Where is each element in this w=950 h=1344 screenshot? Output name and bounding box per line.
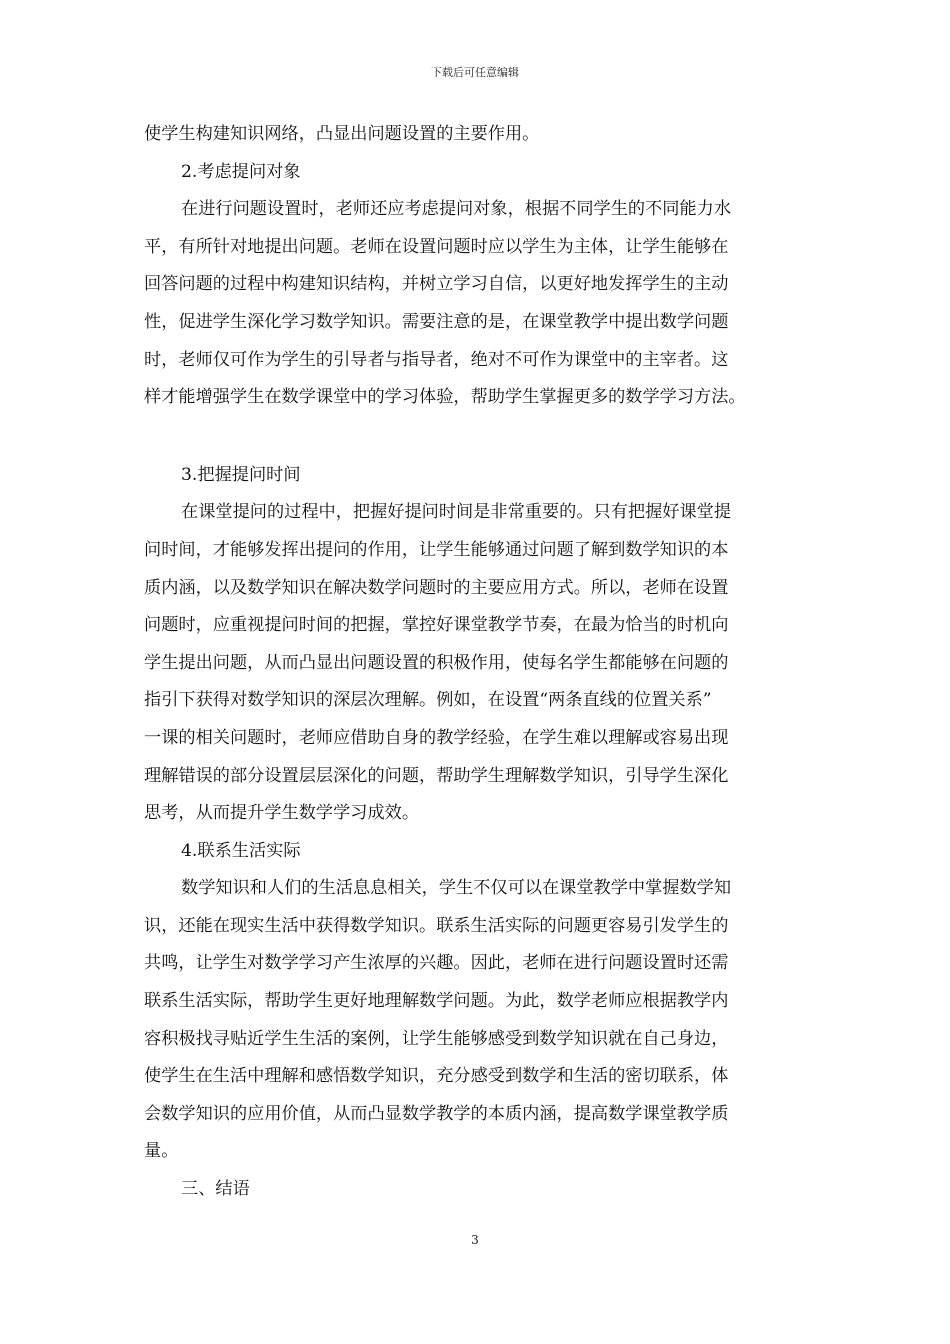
document-body <box>144 116 814 1209</box>
section-heading: 4.联系生活实际 <box>181 840 301 861</box>
text-line: 会数学知识的应用价值，从而凸显数学教学的本质内涵，提高数学课堂教学质 <box>144 1103 729 1124</box>
paragraph-gap <box>144 417 814 457</box>
text-line: 理解错误的部分设置层层深化的问题，帮助学生理解数学知识，引导学生深化 <box>144 765 729 786</box>
text-line: 问题时，应重视提问时间的把握，掌控好课堂教学节奏，在最为恰当的时机向 <box>144 615 729 636</box>
page-number: 3 <box>471 1233 479 1247</box>
text-line: 学生提出问题，从而凸显出问题设置的积极作用，使每名学生都能够在问题的 <box>144 652 729 673</box>
text-line: 联系生活实际，帮助学生更好地理解数学问题。为此，数学老师应根据教学内 <box>144 991 729 1012</box>
text-line: 思考，从而提升学生数学学习成效。 <box>144 803 420 824</box>
section-heading: 2.考虑提问对象 <box>181 161 301 182</box>
text-line: 容积极找寻贴近学生生活的案例，让学生能够感受到数学知识就在自己身边， <box>144 1028 729 1049</box>
text-line: 回答问题的过程中构建知识结构，并树立学习自信，以更好地发挥学生的主动 <box>144 274 729 295</box>
text-line: 识，还能在现实生活中获得数学知识。联系生活实际的问题更容易引发学生的 <box>144 915 729 936</box>
text-line: 数学知识和人们的生活息息相关，学生不仅可以在课堂教学中掌握数学知 <box>181 878 732 899</box>
section-heading: 三、结语 <box>181 1179 250 1200</box>
text-line: 质内涵，以及数学知识在解决数学问题时的主要应用方式。所以，老师在设置 <box>144 577 729 598</box>
text-line: 量。 <box>144 1141 179 1162</box>
text-line: 使学生在生活中理解和感悟数学知识，充分感受到数学和生活的密切联系，体 <box>144 1066 729 1087</box>
text-line: 问时间，才能够发挥出提问的作用，让学生能够通过问题了解到数学知识的本 <box>144 539 729 560</box>
text-line: 共鸣，让学生对数学学习产生浓厚的兴趣。因此，老师在进行问题设置时还需 <box>144 953 729 974</box>
section-heading: 3.把握提问时间 <box>181 464 301 485</box>
text-line: 在课堂提问的过程中，把握好提问时间是非常重要的。只有把握好课堂提 <box>181 502 732 523</box>
text-line: 指引下获得对数学知识的深层次理解。例如，在设置“两条直线的位置关系” <box>144 690 712 711</box>
text-line: 在进行问题设置时，老师还应考虑提问对象，根据不同学生的不同能力水 <box>181 199 732 220</box>
page-header: 下载后可任意编辑 <box>431 66 519 79</box>
text-line: 时，老师仅可作为学生的引导者与指导者，绝对不可作为课堂中的主宰者。这 <box>144 349 729 370</box>
text-line: 性，促进学生深化学习数学知识。需要注意的是，在课堂教学中提出数学问题 <box>144 311 729 332</box>
text-line: 平，有所针对地提出问题。老师在设置问题时应以学生为主体，让学生能够在 <box>144 236 729 257</box>
text-line: 一课的相关问题时，老师应借助自身的教学经验，在学生难以理解或容易出现 <box>144 727 729 748</box>
text-line: 样才能增强学生在数学课堂中的学习体验，帮助学生掌握更多的数学学习方法。 <box>144 387 746 408</box>
text-line: 使学生构建知识网络，凸显出问题设置的主要作用。 <box>144 124 540 144</box>
